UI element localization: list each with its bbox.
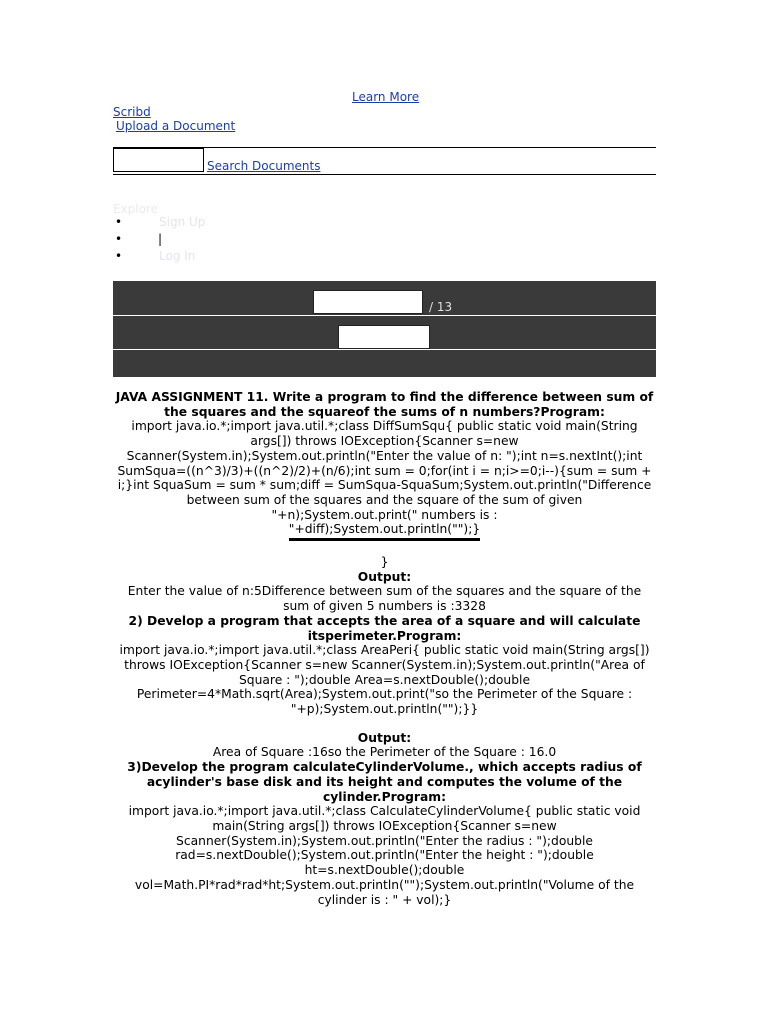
zoom-toolbar bbox=[113, 316, 656, 349]
sign-up-item[interactable] bbox=[113, 215, 205, 232]
q3-code: import java.io.*;import java.util.*;class CalculateCylinderVolume{ public static void main(String args[]) throws IOException{Scanner s=new Scanner(System.in);System.out.println("Enter the radius : ");double rad=s.nextDouble();System.out.println("Enter the height : ");double ht=s.nextDouble();double vol=Math.PI*rad*rad*ht;System.out.println("");System.out.println("Volume of the cylinder is : " + vol);} bbox=[128, 804, 641, 907]
separator-item bbox=[113, 232, 205, 249]
explore-link[interactable]: Explore bbox=[113, 202, 159, 216]
bullet-icon: • bbox=[115, 232, 123, 246]
zoom-input[interactable] bbox=[338, 325, 430, 349]
search-documents-link[interactable]: Search Documents bbox=[207, 159, 321, 173]
document-content bbox=[113, 390, 656, 907]
q1-code: import java.io.*;import java.util.*;class DiffSumSqu{ public static void main(String args[]) throws IOException{Scanner s=new Scanner(System.in);System.out.println("Enter the value of n: ");int n=s.nextInt();int SumSqua=((n^3)/3)+((n^2)/2)+(n/6);int sum = 0;for(int i = n;i>=0;i--){sum = sum + i;}int SquaSum = sum * sum;diff = SumSqua-SquaSum;System.out.println("Difference between sum of the squares and the square of the sum of given "+n);System.out.print(" numbers is : bbox=[117, 419, 652, 522]
output-label-2: Output: bbox=[357, 730, 412, 745]
learn-more-link[interactable]: Learn More bbox=[352, 90, 420, 104]
search-bar bbox=[113, 147, 656, 175]
q1-output: Enter the value of n:5Difference between sum of the squares and the square of the sum of given 5 numbers is :3328 bbox=[127, 584, 642, 614]
q1-code-end: "+diff);System.out.println("");} bbox=[289, 522, 480, 541]
bullet-icon: • bbox=[115, 215, 123, 229]
page-total: / 13 bbox=[429, 300, 453, 314]
q1-brace: } bbox=[380, 555, 389, 570]
q2-code: import java.io.*;import java.util.*;class AreaPeri{ public static void main(String args[]) throws IOException{Scanner s=new Scanner(System.in);System.out.println("Area of Square : ");double Area=s.nextDouble();double Perimeter=4*Math.sqrt(Area);System.out.print("so the Perimeter of the Square : "+p);System.out.println("");}} bbox=[119, 643, 650, 717]
account-menu bbox=[113, 215, 205, 266]
bullet-icon: • bbox=[115, 249, 123, 263]
q3-title: 3)Develop the program calculateCylinderVolume., which accepts radius of acylinder's base disk and its height and computes the volume of the cylinder.Program: bbox=[127, 760, 642, 804]
viewer-toolbar bbox=[113, 350, 656, 377]
scribd-home-link[interactable]: Scribd bbox=[113, 105, 151, 119]
page-nav-toolbar bbox=[113, 281, 656, 315]
output-label-1: Output: bbox=[357, 569, 412, 584]
upload-document-link[interactable]: Upload a Document bbox=[116, 119, 236, 133]
search-input[interactable] bbox=[113, 148, 204, 172]
log-in-link[interactable]: Log In bbox=[159, 249, 196, 263]
page-number-input[interactable] bbox=[313, 290, 423, 314]
q2-output: Area of Square :16so the Perimeter of the Square : 16.0 bbox=[212, 745, 557, 760]
log-in-item[interactable] bbox=[113, 249, 205, 266]
q1-title: JAVA ASSIGNMENT 11. Write a program to find the difference between sum of the squares and the squareof the sums of n numbers?Program: bbox=[115, 390, 654, 419]
separator: | bbox=[158, 232, 163, 246]
sign-up-link[interactable]: Sign Up bbox=[159, 215, 206, 229]
q2-title: 2) Develop a program that accepts the area of a square and will calculate itsperimeter.Program: bbox=[128, 613, 641, 643]
